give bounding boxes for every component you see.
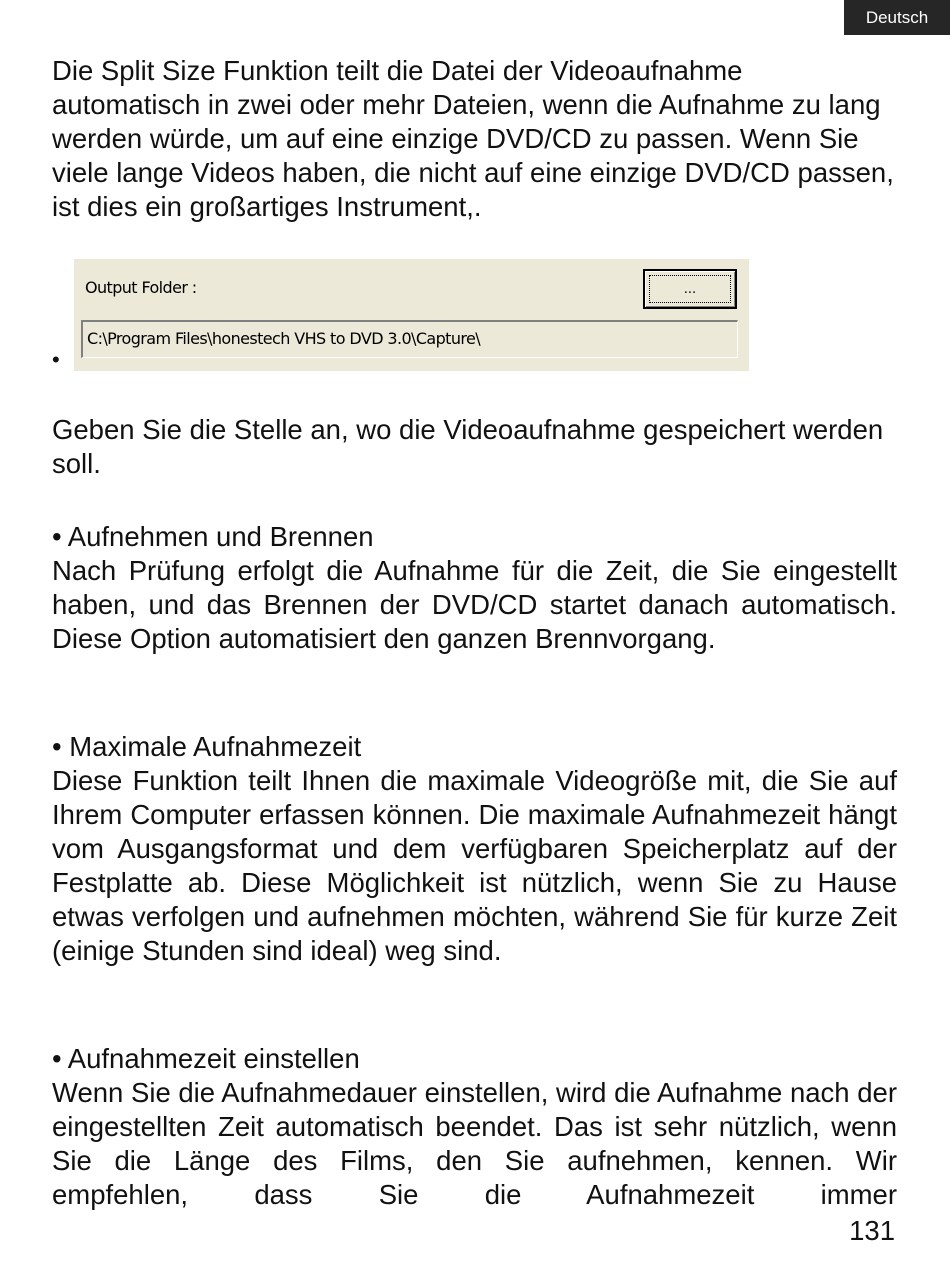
browse-button-label: ... <box>649 275 731 303</box>
output-folder-screenshot <box>74 259 749 371</box>
output-folder-description: Geben Sie die Stelle an, wo die Videoaufnahme gespeichert werden soll. <box>52 414 884 479</box>
language-tab: Deutsch <box>844 0 950 35</box>
section-heading-max-recording-time: • Maximale Aufnahmezeit <box>52 731 362 762</box>
output-folder-label: Output Folder : <box>85 278 197 297</box>
intro-paragraph: Die Split Size Funktion teilt die Datei der Videoaufnahme automatisch in zwei oder mehr Dateien, wenn die Aufnahme zu lang werden würde, um auf eine einzige DVD/CD zu passen. Wenn Sie viele lange Videos haben, die nicht auf eine einzige DVD/CD passen, ist dies ein großartiges Instrument,. <box>52 55 894 222</box>
output-folder-path-field[interactable]: C:\Program Files\honestech VHS to DVD 3.0\Capture\ <box>81 320 738 358</box>
page-number: 131 <box>849 1215 895 1246</box>
section-body-set-recording-time: Wenn Sie die Aufnahmedauer einstellen, wird die Aufnahme nach der eingestellten Zeit automatisch beendet. Das ist sehr nützlich, wenn Sie die Länge des Films, den Sie aufnehmen, kennen. Wir empfehlen, dass Sie die Aufnahmezeit immer <box>52 1077 897 1210</box>
browse-button[interactable] <box>643 269 737 309</box>
section-heading-set-recording-time: • Aufnahmezeit einstellen <box>52 1043 360 1074</box>
section-heading-record-burn: • Aufnehmen und Brennen <box>52 521 374 552</box>
section-body-record-burn: Nach Prüfung erfolgt die Aufnahme für die Zeit, die Sie eingestellt haben, und das Brennen der DVD/CD startet danach automatisch. Diese Option automatisiert den ganzen Brennvorgang. <box>52 555 897 654</box>
section-body-max-recording-time: Diese Funktion teilt Ihnen die maximale Videogröße mit, die Sie auf Ihrem Computer erfassen können. Die maximale Aufnahmezeit hängt vom Ausgangsformat und dem verfügbaren Speicherplatz auf der Festplatte ab. Diese Möglichkeit ist nützlich, wenn Sie zu Hause etwas verfolgen und aufnehmen möchten, während Sie für kurze Zeit (einige Stunden sind ideal) weg sind. <box>52 765 897 966</box>
bullet-dot: • <box>52 347 60 372</box>
